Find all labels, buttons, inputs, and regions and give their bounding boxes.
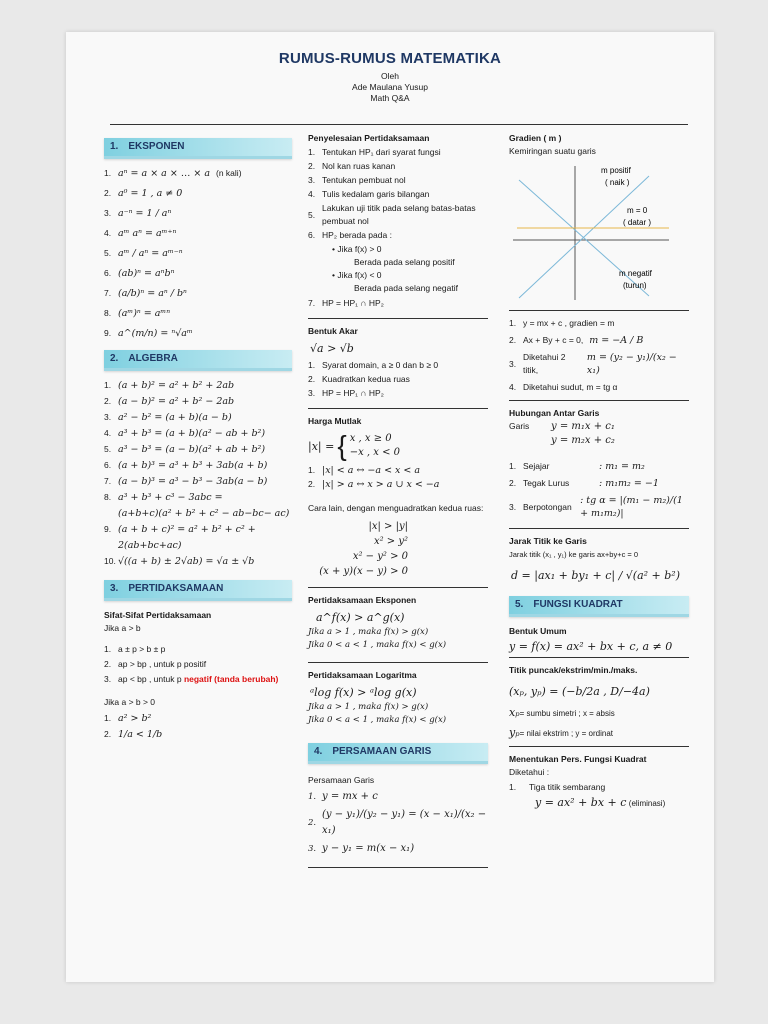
eksponen-item-number: 9.: [104, 328, 112, 338]
algebra-item-number: 9.: [104, 524, 112, 534]
divider: [308, 867, 488, 868]
pp-item: [308, 146, 488, 159]
algebra-item-text: 2(ab+bc+ac): [118, 540, 182, 551]
umum-title: Bentuk Umum: [509, 626, 567, 636]
pg-title: Persamaan Garis: [308, 775, 375, 785]
algebra-item-number: 4.: [104, 428, 112, 438]
gradien-item-number: 3.: [509, 358, 517, 369]
sifat-item-text-wrap: [118, 643, 165, 656]
algebra-item-text: (a+b+c)(a² + b² + c² − ab−bc− ac): [118, 508, 290, 519]
eksponen-item-number: 3.: [104, 208, 112, 218]
eksponen-item-number: 7.: [104, 288, 112, 298]
document-title: RUMUS-RUMUS MATEMATIKA: [278, 50, 502, 67]
header-rule: [110, 124, 688, 125]
algebra-item-text: (a − b)² = a² + b² − 2ab: [118, 396, 235, 407]
sifat-item-text: ap < bp , untuk p: [118, 674, 184, 684]
mutlak-item-text: |x| < a ↔ −a < x < a: [322, 465, 421, 476]
hubungan-item: [509, 477, 689, 490]
eksponen-item: [104, 327, 292, 340]
puncak-formula: (xₚ, yₚ) = (−b/2a , D/−4a): [509, 685, 650, 698]
hubungan-item-number: 1.: [509, 461, 517, 471]
pp-item-7: 7. HP = HP₁ ∩ HP₂: [308, 298, 384, 308]
log-formula: ᵃlog f(x) > ᵃlog g(x): [310, 686, 417, 699]
eksponen-item-text: aⁿ = a × a × … × a: [118, 168, 211, 179]
cara-formula-line: x² − y² > 0: [352, 551, 408, 562]
algebra-item-number: 6.: [104, 460, 112, 470]
eksponen-item: [104, 267, 292, 280]
log-list: [308, 701, 488, 727]
umum-formula: y = f(x) = ax² + bx + c, a ≠ 0: [509, 640, 673, 653]
eksponen-item-note: (n kali): [216, 168, 242, 178]
akar-item-number: 1.: [308, 360, 316, 370]
sifat2-item-text: a² > b²: [118, 713, 152, 724]
jarak-title: Jarak Titik ke Garis: [509, 536, 587, 546]
algebra-item: [104, 475, 292, 488]
sifat2-item: [104, 728, 292, 741]
eksponen-item: [104, 187, 292, 200]
pp-item-number: 1.: [308, 147, 316, 157]
sifat-item: [104, 658, 292, 671]
divider: [308, 662, 488, 663]
pp-item: [308, 229, 488, 242]
hubungan-item-formula: : m₁m₂ = −1: [599, 478, 659, 489]
mutlak-lhs: |x| =: [308, 439, 335, 453]
hubungan-item-text: Tegak Lurus: [523, 478, 570, 488]
gradien-item-number: 1.: [509, 318, 517, 328]
section-eksponen-header: 1. EKSPONEN: [104, 138, 292, 159]
sifat2-list: [104, 712, 292, 741]
eksponen-item-text: aᵐ aⁿ = aᵐ⁺ⁿ: [118, 228, 177, 239]
algebra-item-number: 3.: [104, 412, 112, 422]
divider: [509, 657, 689, 658]
cara-formulas: [308, 519, 488, 579]
sifat-item: [104, 673, 292, 686]
eksponen-item: [104, 167, 292, 180]
sifat-item-warning: negatif (tanda berubah): [183, 674, 279, 684]
algebra-item-text: (a + b + c)² = a² + b² + c² +: [118, 524, 256, 535]
menentukan-title: Menentukan Pers. Fungsi Kuadrat: [509, 754, 647, 764]
algebra-list: [104, 379, 292, 568]
negative-slope-line: [519, 180, 652, 296]
gradien-item: [509, 351, 689, 377]
hubungan-item-text: Sejajar: [523, 461, 550, 471]
sifat-list: [104, 643, 292, 686]
pp-item-number: 2.: [308, 161, 316, 171]
eksponen-item: [104, 287, 292, 300]
sifat-item: [104, 643, 292, 656]
xp-symbol: xₚ: [509, 706, 520, 719]
pg-item: [308, 807, 488, 839]
mutlak-item-number: 1.: [308, 465, 316, 475]
document-page: [66, 32, 714, 982]
pp-title: Penyelesaian Pertidaksamaan: [308, 133, 430, 143]
hubungan-item: [509, 460, 689, 473]
log-line: Jika 0 < a < 1 , maka f(x) < g(x): [308, 715, 447, 725]
gradien-item-text: y = mx + c , gradien = m: [523, 318, 615, 328]
hubungan-item: [509, 494, 689, 520]
gradient-graph: [509, 158, 689, 308]
label-turun: (turun): [623, 281, 647, 290]
hubungan-line-1: y = m₁x + c₁: [551, 421, 615, 432]
sifat-item-text-wrap: [118, 673, 278, 686]
pp-item-text: HP₂ berada pada :: [322, 230, 392, 240]
mutlak-item: [308, 464, 488, 477]
gradien-item-formula: m = −A / B: [589, 335, 644, 346]
algebra-item-text: a³ + b³ = (a + b)(a² − ab + b²): [118, 428, 266, 439]
eksponen-item-text: a⁻ⁿ = 1 / aⁿ: [118, 208, 172, 219]
section-algebra-header: 2. ALGEBRA: [104, 350, 292, 371]
eksponen-item-text: a⁰ = 1 , a ≠ 0: [118, 188, 183, 199]
yp-row: [509, 726, 689, 740]
algebra-item-number: 2.: [104, 396, 112, 406]
hubungan-title: Hubungan Antar Garis: [509, 408, 600, 418]
cara-formula-line: (x + y)(x − y) > 0: [319, 566, 408, 577]
cara-lain: Cara lain, dengan menguadratkan kedua ruas:: [308, 503, 484, 513]
pp-item-text: Lakukan uji titik pada selang batas-batas pembuat nol: [322, 203, 476, 226]
sifat2-item-number: 1.: [104, 713, 112, 723]
eksponen-item-text: (ab)ⁿ = aⁿbⁿ: [118, 268, 175, 279]
pp-item-text: Nol kan ruas kanan: [322, 161, 396, 171]
algebra-item-text: a³ + b³ + c³ − 3abc =: [118, 492, 223, 503]
xp-row: [509, 706, 689, 720]
algebra-item: [104, 395, 292, 408]
divider: [308, 318, 488, 319]
section-pertidaksamaan-header: 3. PERTIDAKSAMAAN: [104, 580, 292, 601]
eksponen-item: [104, 207, 292, 220]
gradien-item-number: 4.: [509, 382, 517, 392]
gradien-item-text: Ax + By + c = 0,: [523, 335, 584, 345]
pg-item: [308, 841, 488, 857]
gradien-item-formula: m = (y₂ − y₁)/(x₂ − x₁): [586, 352, 677, 376]
eksponen-item-number: 1.: [104, 168, 112, 178]
divider: [509, 746, 689, 747]
gradien-list: [509, 317, 689, 394]
pp-item: [308, 174, 488, 187]
diketahui: Diketahui :: [509, 767, 550, 777]
pp-item: [308, 202, 488, 228]
sifat-item-text-wrap: [118, 658, 206, 671]
algebra-item: [104, 427, 292, 440]
eksponen-item-text: a^(m/n) = ⁿ√aᵐ: [118, 328, 193, 339]
eksponen-item-number: 5.: [104, 248, 112, 258]
eksp-title: Pertidaksamaan Eksponen: [308, 595, 417, 605]
algebra-item-text: (a + b)³ = a³ + b³ + 3ab(a + b): [118, 460, 268, 471]
mutlak-item: [308, 478, 488, 491]
mutlak-case-1: x , x ≥ 0: [349, 433, 392, 444]
pp-bullet-2: • Jika f(x) < 0: [332, 270, 382, 280]
hubungan-list: [509, 460, 689, 520]
mutlak-case-2: −x , x < 0: [349, 447, 400, 458]
algebra-item: [104, 443, 292, 456]
pp-bullet-2-desc: Berada pada selang negatif: [354, 283, 458, 293]
eksponen-item-number: 8.: [104, 308, 112, 318]
sifat2-item-number: 2.: [104, 729, 112, 739]
pg-list: [308, 789, 488, 857]
eksp-formula: a^f(x) > a^g(x): [316, 611, 405, 624]
algebra-item: [104, 459, 292, 472]
hubungan-item-formula: : m₁ = m₂: [599, 461, 645, 472]
eksponen-item-text: aᵐ / aⁿ = aᵐ⁻ⁿ: [118, 248, 183, 259]
gradien-item: [509, 317, 689, 330]
eksponen-item-number: 2.: [104, 188, 112, 198]
akar-item: [308, 359, 488, 372]
log-line: Jika a > 1 , maka f(x) > g(x): [308, 702, 429, 712]
sifat-item-number: 1.: [104, 644, 112, 654]
algebra-item: [104, 507, 292, 520]
algebra-item-number: 10.: [104, 556, 116, 566]
pp-bullet-1: • Jika f(x) > 0: [332, 244, 382, 254]
pp-item-number: 3.: [308, 175, 316, 185]
gradien-item-number: 2.: [509, 335, 517, 345]
label-m-zero: m = 0: [627, 206, 648, 215]
gradien-item-text: Diketahui sudut, m = tg α: [523, 382, 618, 392]
jika-a-b-0: Jika a > b > 0: [104, 697, 156, 707]
divider: [509, 400, 689, 401]
tiga-titik-row: 1. Tiga titik sembarang: [509, 782, 606, 792]
pp-item-text: Tulis kedalam garis bilangan: [322, 189, 430, 199]
eksp-list: [308, 626, 488, 652]
pp-item-number: 4.: [308, 189, 316, 199]
eksponen-item: [104, 227, 292, 240]
mutlak-item-number: 2.: [308, 479, 316, 489]
pp-bullet-1-desc: Berada pada selang positif: [354, 257, 455, 267]
eksponen-list: [104, 167, 292, 340]
author-name: Ade Maulana Yusup: [352, 82, 428, 92]
pp-item-text: Tentukan HP₁ dari syarat fungsi: [322, 147, 441, 157]
label-m-negatif: m negatif: [619, 269, 652, 278]
pg-item-text: y = mx + c: [322, 791, 378, 802]
algebra-item-text: (a − b)³ = a³ − b³ − 3ab(a − b): [118, 476, 268, 487]
algebra-item-text: a² − b² = (a + b)(a − b): [118, 412, 232, 423]
gradien-subtitle: Kemiringan suatu garis: [509, 146, 596, 156]
gradien-item: [509, 381, 689, 394]
akar-formula: √a > √b: [310, 342, 354, 355]
divider: [308, 587, 488, 588]
tiga-formula-row: [509, 796, 689, 810]
gradien-item: [509, 334, 689, 347]
hubungan-garis-label: Garis: [509, 421, 530, 431]
pg-item-number: 3.: [308, 844, 317, 854]
pp-item-number: 6.: [308, 230, 316, 240]
document-header: [66, 50, 714, 104]
algebra-item-text: √((a + b) ± 2√ab) = √a ± √b: [118, 556, 255, 567]
pg-item-number: 1.: [308, 792, 317, 802]
algebra-item-number: 5.: [104, 444, 112, 454]
akar-title: Bentuk Akar: [308, 326, 358, 336]
label-datar: ( datar ): [623, 218, 652, 227]
gradien-title: Gradien ( m ): [509, 133, 562, 143]
hubungan-lines: [509, 420, 689, 448]
algebra-item: [104, 523, 292, 536]
sifat2-item-text: 1/a < 1/b: [118, 729, 163, 740]
puncak-title: Titik puncak/ekstrim/min./maks.: [509, 665, 638, 675]
jarak-formula: d = |ax₁ + by₁ + c| / √(a² + b²): [511, 569, 681, 582]
eksponen-item-text: (a/b)ⁿ = aⁿ / bⁿ: [118, 288, 187, 299]
tiga-formula: y = ax² + bx + c: [535, 796, 627, 809]
algebra-item-number: 7.: [104, 476, 112, 486]
divider: [509, 310, 689, 311]
hubungan-item-number: 3.: [509, 501, 517, 512]
algebra-item-text: a³ − b³ = (a − b)(a² + ab + b²): [118, 444, 266, 455]
column-2: [308, 132, 488, 874]
pg-item-text: y − y₁ = m(x − x₁): [322, 843, 415, 854]
hubungan-item-text: Berpotongan: [523, 501, 572, 512]
hubungan-line-2: y = m₂x + c₂: [551, 435, 615, 446]
eksp-line: Jika 0 < a < 1 , maka f(x) < g(x): [308, 640, 447, 650]
author-org: Math Q&A: [370, 93, 410, 103]
sifat-title: Sifat-Sifat Pertidaksamaan: [104, 610, 212, 620]
brace-icon: {: [337, 430, 347, 461]
akar-list: [308, 359, 488, 400]
mutlak-item-text: |x| > a ↔ x > a ∪ x < −a: [322, 479, 440, 490]
column-3: [509, 132, 689, 810]
jarak-subtitle: Jarak titik (x₁ , y₁) ke garis ax+by+c = 0: [509, 550, 639, 559]
hubungan-item-number: 2.: [509, 478, 517, 488]
sifat-item-text: a ± p > b ± p: [118, 644, 166, 654]
mutlak-definition: [308, 432, 488, 460]
eksponen-item: [104, 307, 292, 320]
akar-item: [308, 373, 488, 386]
jika-a-b: Jika a > b: [104, 623, 141, 633]
akar-item-number: 2.: [308, 374, 316, 384]
pg-item-number: 2.: [308, 818, 317, 828]
sifat2-item: [104, 712, 292, 725]
akar-item-text: Kuadratkan kedua ruas: [322, 374, 410, 384]
label-m-positif: m positif: [601, 166, 631, 175]
akar-item-text: HP = HP₁ ∩ HP₂: [322, 388, 384, 398]
eksponen-item: [104, 247, 292, 260]
algebra-item: [104, 411, 292, 424]
algebra-item-number: 8.: [104, 492, 112, 502]
algebra-item: [104, 379, 292, 392]
eksponen-item-text: (aᵐ)ⁿ = aᵐⁿ: [118, 308, 171, 319]
pp-item-number: 5.: [308, 209, 316, 220]
akar-item-text: Syarat domain, a ≥ 0 dan b ≥ 0: [322, 360, 439, 370]
gradien-item-text: Diketahui 2 titik,: [523, 352, 566, 375]
author-prefix: Oleh: [381, 71, 399, 81]
sifat-item-text: ap > bp , untuk p positif: [118, 659, 207, 669]
xp-text: = sumbu simetri ; x = absis: [519, 709, 615, 718]
eksp-line: Jika a > 1 , maka f(x) > g(x): [308, 627, 429, 637]
column-1: [104, 132, 292, 744]
algebra-item-text: (a + b)² = a² + b² + 2ab: [118, 380, 235, 391]
section-fungsi-kuadrat-header: 5. FUNGSI KUADRAT: [509, 596, 689, 617]
algebra-item: [104, 539, 292, 552]
hubungan-item-formula: : tg α = |(m₁ − m₂)/(1 + m₁m₂)|: [580, 495, 683, 519]
algebra-item-number: 1.: [104, 380, 112, 390]
cara-formula-line: |x| > |y|: [368, 521, 408, 532]
pp-item: [308, 188, 488, 201]
pg-item-text: (y − y₁)/(y₂ − y₁) = (x − x₁)/(x₂ − x₁): [322, 809, 487, 836]
akar-item: [308, 387, 488, 400]
divider: [509, 528, 689, 529]
pp-item: [308, 160, 488, 173]
yp-text: = nilai ekstrim ; y = ordinat: [519, 729, 613, 738]
sifat-item-number: 2.: [104, 659, 112, 669]
sifat-item-number: 3.: [104, 674, 112, 684]
pp-list: [308, 146, 488, 242]
pg-item: [308, 789, 488, 805]
cara-formula-line: x² > y²: [373, 536, 408, 547]
positive-slope-line: [519, 176, 652, 298]
divider: [308, 408, 488, 409]
log-title: Pertidaksamaan Logaritma: [308, 670, 417, 680]
algebra-item: [104, 491, 292, 504]
eliminasi-note: (eliminasi): [628, 799, 666, 808]
algebra-item: [104, 555, 292, 568]
pp-item-text: Tentukan pembuat nol: [322, 175, 406, 185]
label-naik: ( naik ): [605, 178, 630, 187]
mutlak-title: Harga Mutlak: [308, 416, 362, 426]
eksponen-item-number: 4.: [104, 228, 112, 238]
akar-item-number: 3.: [308, 388, 316, 398]
mutlak-list: [308, 464, 488, 491]
yp-symbol: yₚ: [509, 726, 520, 739]
eksponen-item-number: 6.: [104, 268, 112, 278]
section-persamaan-garis-header: 4. PERSAMAAN GARIS: [308, 743, 488, 764]
